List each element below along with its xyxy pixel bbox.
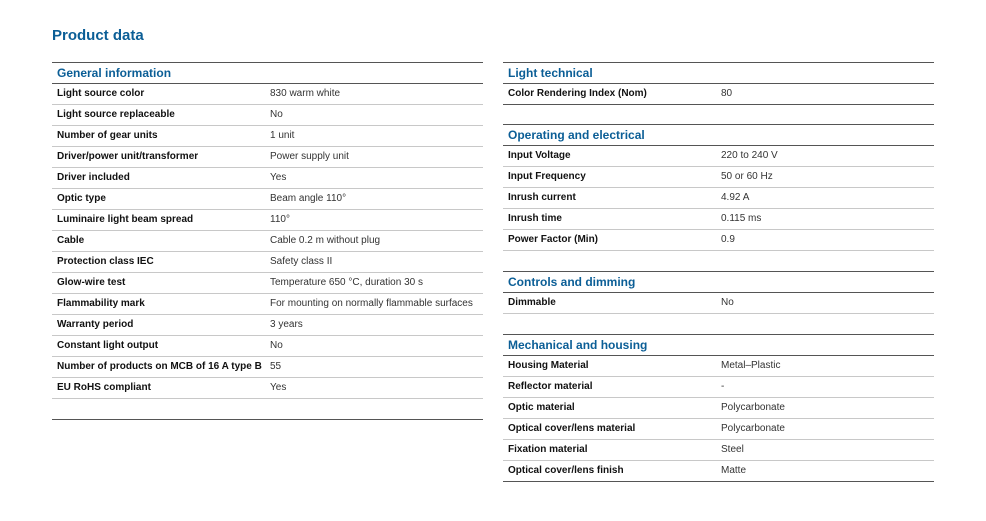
section-end-divider <box>503 314 934 335</box>
row-label: Warranty period <box>57 319 134 330</box>
row-label: Light source replaceable <box>57 109 175 120</box>
row-label: Fixation material <box>508 444 588 455</box>
row-value: Power supply unit <box>270 151 349 162</box>
table-row <box>52 126 483 147</box>
row-label: Input Frequency <box>508 171 586 182</box>
row-value: 3 years <box>270 319 303 330</box>
table-row <box>503 209 934 230</box>
table-row <box>503 146 934 167</box>
table-row <box>503 188 934 209</box>
table-row <box>52 168 483 189</box>
row-label: Number of gear units <box>57 130 158 141</box>
table-row <box>52 105 483 126</box>
row-value: Temperature 650 °C, duration 30 s <box>270 277 423 288</box>
row-value: Safety class II <box>270 256 333 267</box>
row-value: 4.92 A <box>721 192 750 203</box>
table-row <box>52 357 483 378</box>
table-row <box>52 210 483 231</box>
page-title: Product data <box>52 27 144 44</box>
table-row <box>503 293 934 314</box>
row-value: 50 or 60 Hz <box>721 171 773 182</box>
section-end-divider <box>52 399 483 420</box>
row-value: Metal–Plastic <box>721 360 781 371</box>
row-label: Inrush current <box>508 192 576 203</box>
table-row <box>503 461 934 482</box>
table-row <box>503 230 934 251</box>
row-label: Optical cover/lens material <box>508 423 636 434</box>
row-value: 1 unit <box>270 130 295 141</box>
section-end-divider <box>503 251 934 272</box>
table-row <box>52 294 483 315</box>
row-label: EU RoHS compliant <box>57 382 151 393</box>
table-row <box>503 419 934 440</box>
section-heading-operating: Operating and electrical <box>503 124 934 146</box>
row-value: - <box>721 381 725 392</box>
row-label: Glow-wire test <box>57 277 126 288</box>
row-label: Optic material <box>508 402 575 413</box>
section-heading-light-technical: Light technical <box>503 62 934 84</box>
controls-dimming-section <box>503 272 934 335</box>
row-value: 830 warm white <box>270 88 341 99</box>
table-row <box>52 336 483 357</box>
table-row <box>503 356 934 377</box>
row-label: Driver included <box>57 172 130 183</box>
row-value: No <box>270 340 283 351</box>
table-row <box>503 167 934 188</box>
table-row <box>52 378 483 399</box>
row-label: Flammability mark <box>57 298 145 309</box>
light-technical-section <box>503 62 934 105</box>
row-value: Steel <box>721 444 744 455</box>
row-value: Matte <box>721 465 747 476</box>
row-label: Input Voltage <box>508 150 571 161</box>
table-row <box>52 189 483 210</box>
row-label: Optic type <box>57 193 106 204</box>
operating-electrical-section <box>503 124 934 272</box>
row-label: Color Rendering Index (Nom) <box>508 88 647 99</box>
row-label: Cable <box>57 235 85 246</box>
row-value: Beam angle 110° <box>270 193 347 204</box>
table-row <box>52 273 483 294</box>
table-row <box>503 377 934 398</box>
row-value: 110° <box>270 214 290 225</box>
section-gap <box>503 105 934 124</box>
row-value: For mounting on normally flammable surfaces <box>270 298 473 309</box>
row-label: Power Factor (Min) <box>508 234 599 245</box>
table-row <box>503 84 934 105</box>
table-row <box>52 147 483 168</box>
row-label: Optical cover/lens finish <box>508 465 624 476</box>
table-row <box>52 84 483 105</box>
row-label: Dimmable <box>508 297 556 308</box>
row-label: Reflector material <box>508 381 593 392</box>
row-label: Driver/power unit/transformer <box>57 151 199 162</box>
row-value: No <box>721 297 734 308</box>
row-value: Polycarbonate <box>721 402 785 413</box>
row-value: 220 to 240 V <box>721 150 778 161</box>
row-label: Luminaire light beam spread <box>57 214 194 225</box>
row-value: Cable 0.2 m without plug <box>270 235 381 246</box>
row-value: Yes <box>270 382 287 393</box>
row-value: 55 <box>270 361 282 372</box>
section-heading-controls: Controls and dimming <box>503 272 934 293</box>
row-value: No <box>270 109 283 120</box>
row-label: Constant light output <box>57 340 159 351</box>
row-label: Protection class IEC <box>57 256 154 267</box>
row-label: Number of products on MCB of 16 A type B <box>57 361 262 372</box>
row-value: Polycarbonate <box>721 423 785 434</box>
table-row <box>52 231 483 252</box>
table-row <box>503 440 934 461</box>
table-row <box>503 398 934 419</box>
row-label: Housing Material <box>508 360 589 371</box>
section-heading-mechanical: Mechanical and housing <box>503 335 934 356</box>
row-label: Inrush time <box>508 213 562 224</box>
row-value: 0.115 ms <box>721 213 762 224</box>
section-heading-general: General information <box>52 62 483 84</box>
row-value: 0.9 <box>721 234 735 245</box>
table-row <box>52 252 483 273</box>
row-value: Yes <box>270 172 287 183</box>
mechanical-housing-section <box>503 335 934 482</box>
table-row <box>52 315 483 336</box>
row-value: 80 <box>721 88 733 99</box>
right-column <box>503 62 934 482</box>
row-label: Light source color <box>57 88 145 99</box>
general-information-section <box>52 62 483 420</box>
